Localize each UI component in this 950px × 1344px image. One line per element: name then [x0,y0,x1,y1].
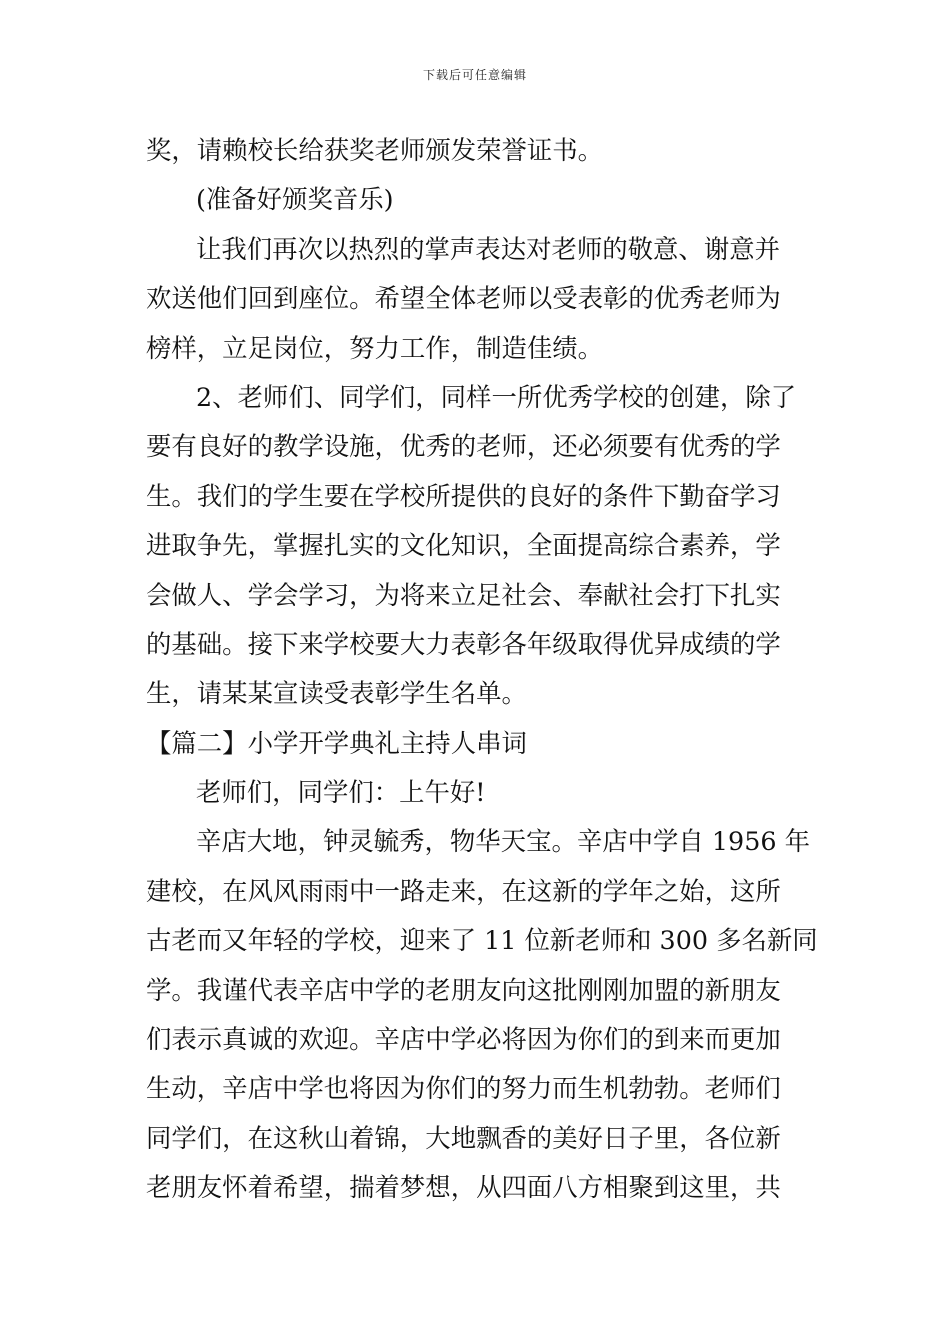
header-note: 下载后可任意编辑 [422,68,527,82]
text-line: 同学们，在这秋山着锦，大地飘香的美好日子里，各位新 [146,1122,781,1153]
text-line: 生，请某某宣读受表彰学生名单。 [146,678,527,709]
text-line: 进取争先，掌握扎实的文化知识，全面提高综合素养，学 [146,530,781,561]
text-line: 老朋友怀着希望，揣着梦想，从四面八方相聚到这里，共 [146,1172,781,1203]
text-line: 2、老师们、同学们，同样一所优秀学校的创建，除了 [196,381,797,412]
text-line: 榜样，立足岗位，努力工作，制造佳绩。 [146,332,604,363]
text-line: 们表示真诚的欢迎。辛店中学必将因为你们的到来而更加 [146,1024,781,1055]
text-line: 建校，在风风雨雨中一路走来，在这新的学年之始，这所 [146,875,781,906]
section-heading: 【篇二】小学开学典礼主持人串词 [146,727,527,758]
text-line: 要有良好的教学设施，优秀的老师，还必须要有优秀的学 [146,431,781,462]
text-line: 古老而又年轻的学校，迎来了 11 位新老师和 300 多名新同 [146,925,818,956]
text-line: 让我们再次以热烈的掌声表达对老师的敬意、谢意并 [196,233,780,264]
text-line: 老师们，同学们：上午好! [196,777,486,808]
text-line: 生。我们的学生要在学校所提供的良好的条件下勤奋学习 [146,480,781,511]
text-line: 辛店大地，钟灵毓秀，物华天宝。辛店中学自 1956 年 [196,826,810,857]
text-line: 欢送他们回到座位。希望全体老师以受表彰的优秀老师为 [146,283,781,314]
text-line: (准备好颁奖音乐) [196,184,394,215]
text-line: 会做人、学会学习，为将来立足社会、奉献社会打下扎实 [146,579,781,610]
text-line: 生动，辛店中学也将因为你们的努力而生机勃勃。老师们 [146,1073,781,1104]
body-text [146,126,818,1213]
text-line: 奖，请赖校长给获奖老师颁发荣誉证书。 [146,135,604,165]
text-line: 的基础。接下来学校要大力表彰各年级取得优异成绩的学 [146,628,781,659]
text-line: 学。我谨代表辛店中学的老朋友向这批刚刚加盟的新朋友 [146,974,781,1005]
